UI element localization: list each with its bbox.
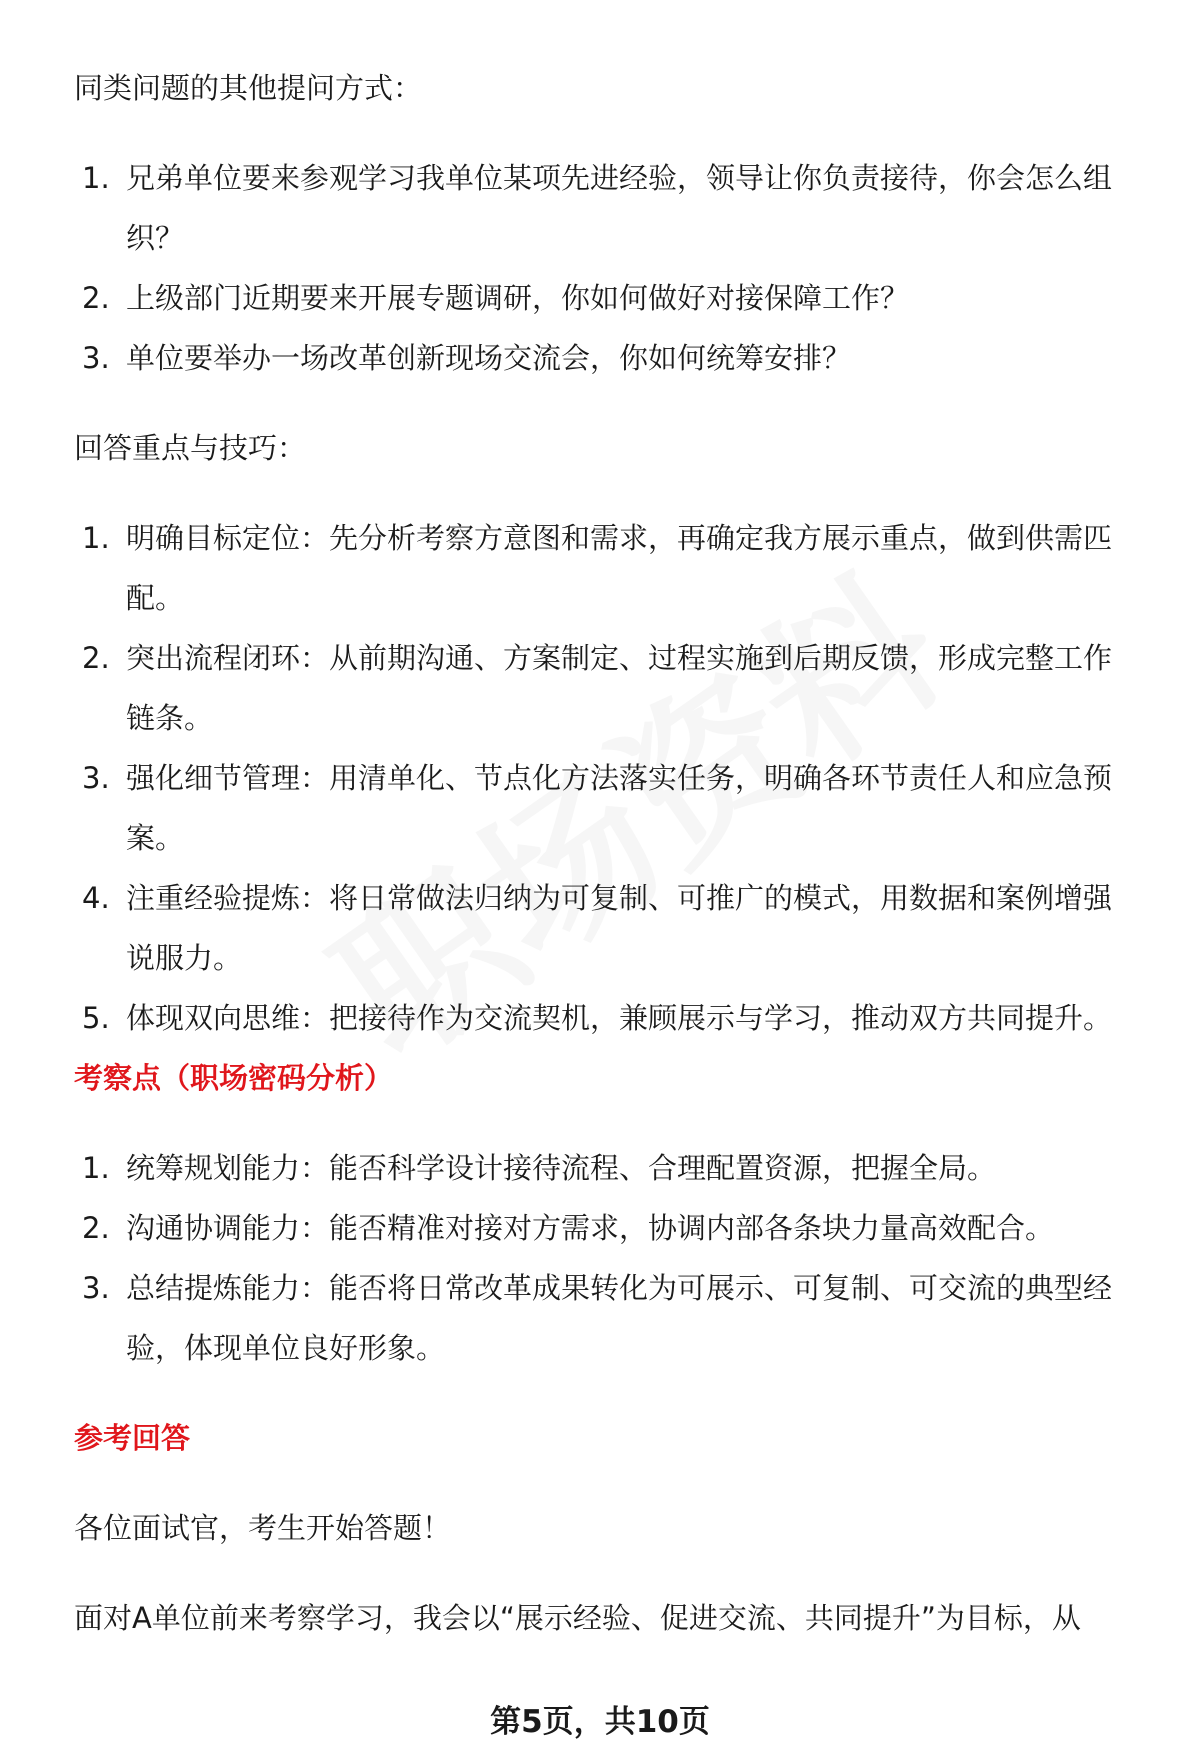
list-item-text: 沟通协调能力：能否精准对接对方需求，协调内部各条块力量高效配合。 bbox=[126, 1211, 1055, 1245]
answer-intro: 面对A单位前来考察学习，我会以“展示经验、促进交流、共同提升”为目标，从 bbox=[74, 1601, 1081, 1635]
page-number: 第5页，共10页 bbox=[490, 1704, 710, 1740]
list-item-text-cont: 案。 bbox=[126, 821, 185, 855]
list-item: 5. 体现双向思维：把接待作为交流契机，兼顾展示与学习，推动双方共同提升。 bbox=[82, 1001, 1113, 1035]
list-item-text: 单位要举办一场改革创新现场交流会，你如何统筹安排？ bbox=[126, 341, 852, 375]
list-item: 3. 单位要举办一场改革创新现场交流会，你如何统筹安排？ bbox=[82, 341, 852, 375]
list-item-text-cont: 说服力。 bbox=[126, 941, 243, 975]
list-item: 3. 总结提炼能力：能否将日常改革成果转化为可展示、可复制、可交流的典型经 验，体现单位良好形象。 bbox=[82, 1271, 1113, 1365]
list-item: 2. 突出流程闭环：从前期沟通、方案制定、过程实施到后期反馈，形成完整工作 链条。 bbox=[82, 641, 1113, 735]
list-item-text: 强化细节管理：用清单化、节点化方法落实任务，明确各环节责任人和应急预 bbox=[126, 761, 1113, 795]
answer-greeting: 各位面试官，考生开始答题！ bbox=[74, 1511, 452, 1545]
list-item-text-cont: 配。 bbox=[126, 581, 185, 615]
list-item-text-cont: 验，体现单位良好形象。 bbox=[126, 1331, 446, 1365]
list-item: 1. 明确目标定位：先分析考察方意图和需求，再确定我方展示重点，做到供需匹 配。 bbox=[82, 521, 1113, 615]
list-item: 1. 兄弟单位要来参观学习我单位某项先进经验，领导让你负责接待，你会怎么组 织？ bbox=[82, 161, 1113, 255]
alt-questions-list bbox=[74, 148, 1144, 388]
section-heading-assessment: 考察点（职场密码分析） bbox=[74, 1061, 394, 1095]
list-item: 1. 统筹规划能力：能否科学设计接待流程、合理配置资源，把握全局。 bbox=[82, 1151, 997, 1185]
list-item-text: 注重经验提炼：将日常做法归纳为可复制、可推广的模式，用数据和案例增强 bbox=[126, 881, 1113, 915]
list-item-text: 统筹规划能力：能否科学设计接待流程、合理配置资源，把握全局。 bbox=[126, 1151, 997, 1185]
list-item-text-cont: 织？ bbox=[126, 221, 185, 255]
document-page bbox=[74, 58, 1144, 1648]
assessment-list bbox=[74, 1138, 1144, 1378]
list-item-text: 总结提炼能力：能否将日常改革成果转化为可展示、可复制、可交流的典型经 bbox=[126, 1271, 1113, 1305]
list-item-text: 兄弟单位要来参观学习我单位某项先进经验，领导让你负责接待，你会怎么组 bbox=[126, 161, 1113, 195]
section-title-alt-questions: 同类问题的其他提问方式： bbox=[74, 71, 423, 105]
list-item: 2. 上级部门近期要来开展专题调研，你如何做好对接保障工作？ bbox=[82, 281, 910, 315]
list-item-text-cont: 链条。 bbox=[126, 701, 214, 735]
list-item-text: 突出流程闭环：从前期沟通、方案制定、过程实施到后期反馈，形成完整工作 bbox=[126, 641, 1113, 675]
section-title-tips: 回答重点与技巧： bbox=[74, 431, 307, 465]
list-item: 4. 注重经验提炼：将日常做法归纳为可复制、可推广的模式，用数据和案例增强 说服力。 bbox=[82, 881, 1113, 975]
list-item-text: 上级部门近期要来开展专题调研，你如何做好对接保障工作？ bbox=[126, 281, 910, 315]
list-item: 3. 强化细节管理：用清单化、节点化方法落实任务，明确各环节责任人和应急预 案。 bbox=[82, 761, 1113, 855]
section-heading-reference-answer: 参考回答 bbox=[74, 1421, 191, 1455]
tips-list bbox=[74, 508, 1144, 1048]
list-item-text: 体现双向思维：把接待作为交流契机，兼顾展示与学习，推动双方共同提升。 bbox=[126, 1001, 1113, 1035]
list-item-text: 明确目标定位：先分析考察方意图和需求，再确定我方展示重点，做到供需匹 bbox=[126, 521, 1113, 555]
list-item: 2. 沟通协调能力：能否精准对接对方需求，协调内部各条块力量高效配合。 bbox=[82, 1211, 1055, 1245]
